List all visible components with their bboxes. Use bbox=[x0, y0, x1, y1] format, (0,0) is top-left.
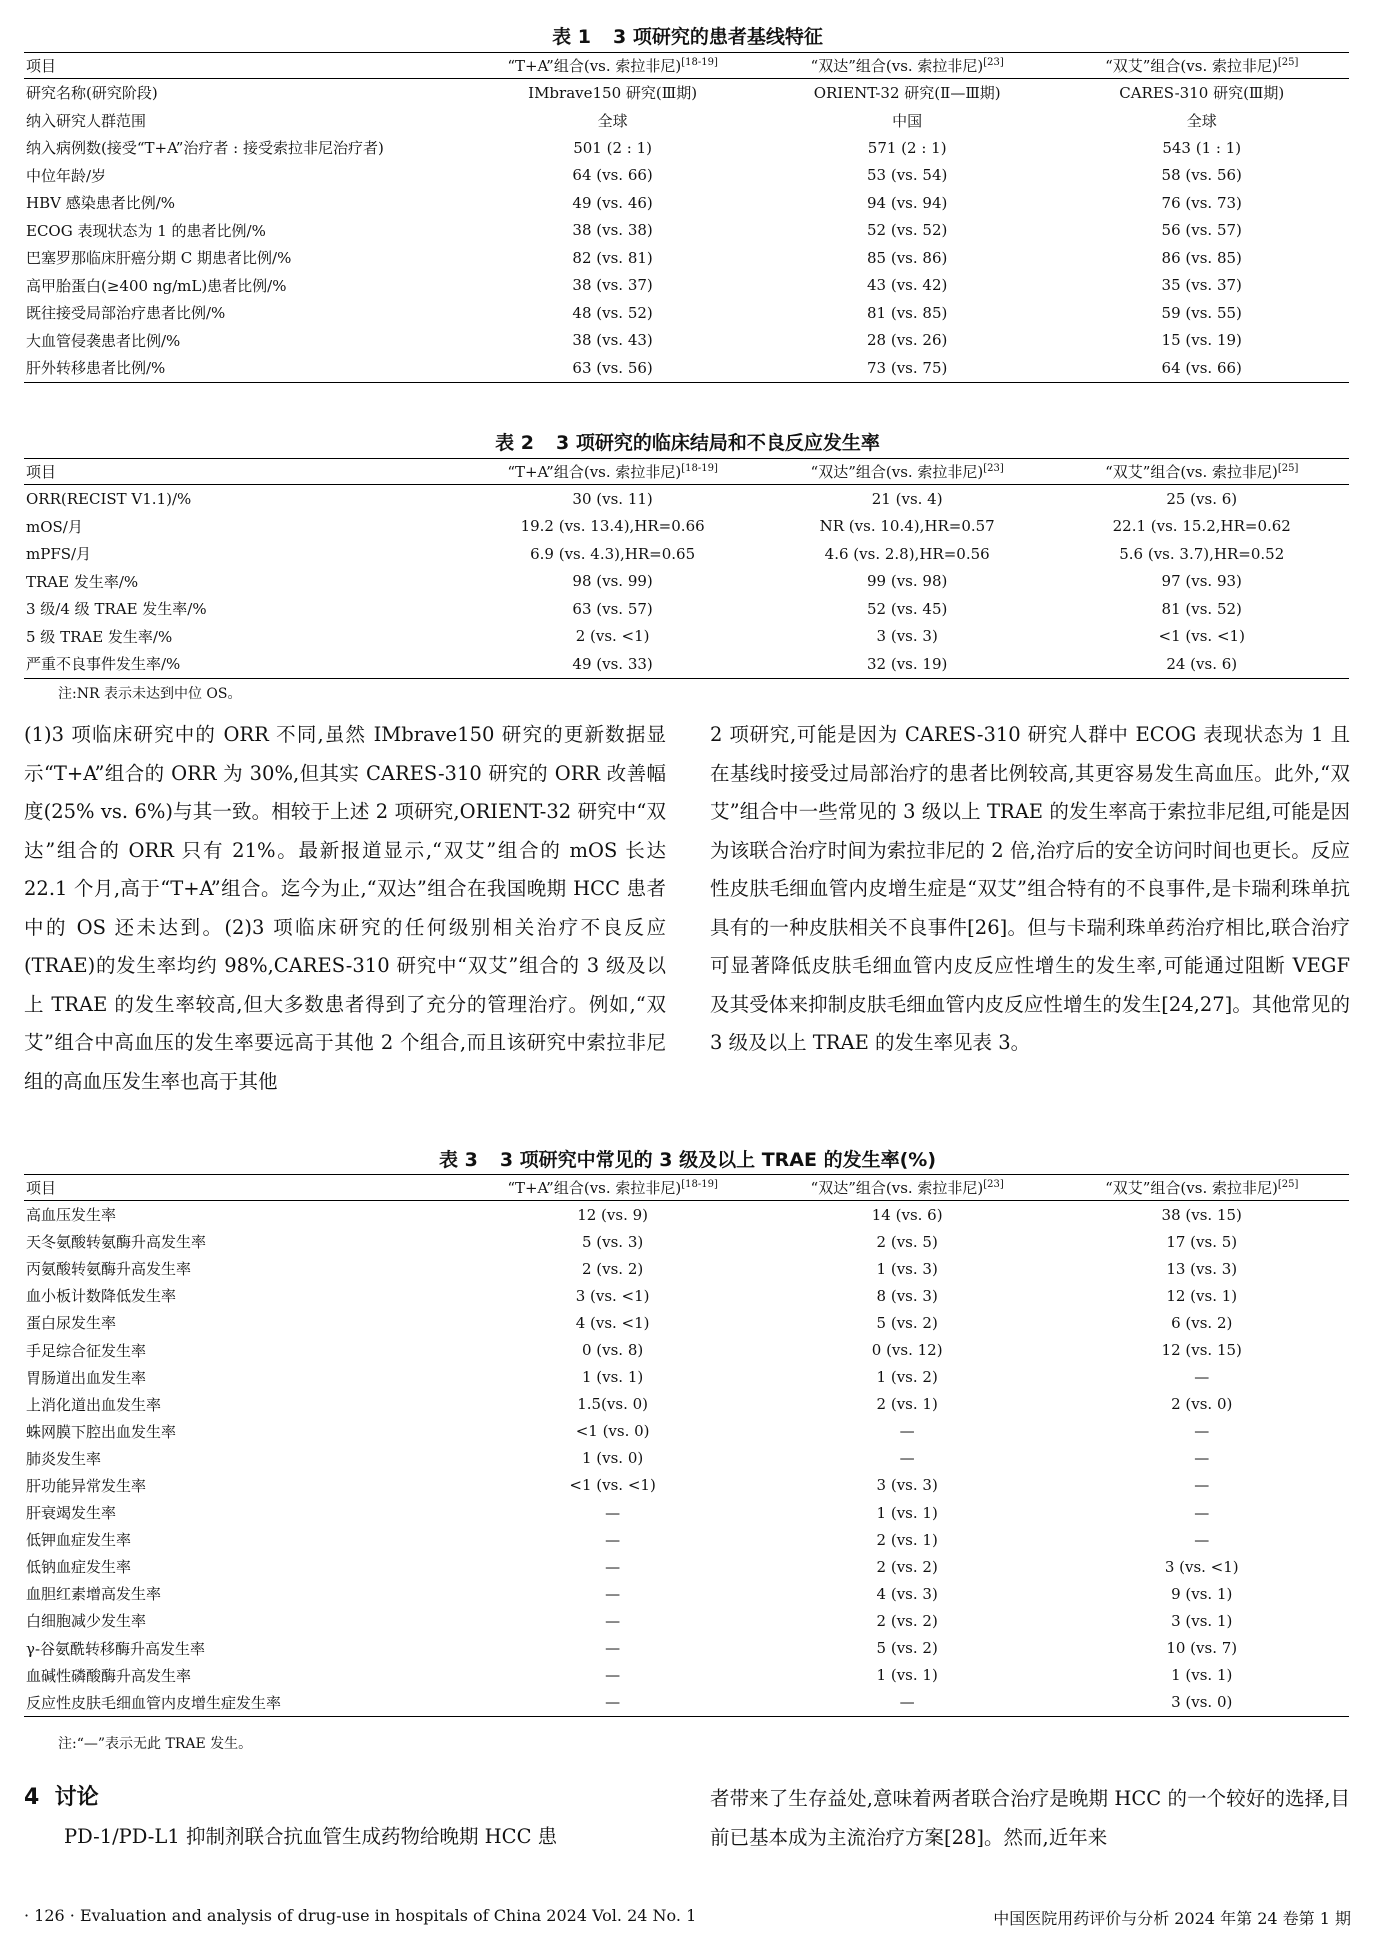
table-cell: 38 (vs. 43) bbox=[572, 331, 653, 350]
table-row bbox=[24, 568, 1349, 596]
table-cell: — bbox=[605, 1503, 621, 1522]
table1-header-cell: “T+A”组合(vs. 索拉非尼)[18-19] bbox=[507, 57, 718, 75]
table-cell: 97 (vs. 93) bbox=[1161, 572, 1242, 591]
table-row bbox=[24, 540, 1349, 568]
table-row bbox=[24, 1472, 1349, 1499]
row-label: 纳入研究人群范围 bbox=[26, 111, 147, 130]
table3-header-cell: “T+A”组合(vs. 索拉非尼)[18-19] bbox=[507, 1179, 718, 1197]
row-label: 高甲胎蛋白(≥400 ng/mL)患者比例/% bbox=[26, 276, 287, 295]
table-cell: NR (vs. 10.4),HR=0.57 bbox=[819, 517, 995, 536]
table-cell: 22.1 (vs. 15.2,HR=0.62 bbox=[1112, 517, 1291, 536]
table-cell: 4.6 (vs. 2.8),HR=0.56 bbox=[824, 544, 990, 563]
table-cell: 2 (vs. 0) bbox=[1171, 1395, 1233, 1414]
table-cell: 38 (vs. 37) bbox=[572, 276, 653, 295]
row-label: 研究名称(研究阶段) bbox=[26, 84, 158, 103]
table-row bbox=[24, 299, 1349, 327]
table1 bbox=[24, 52, 1349, 383]
table-row bbox=[24, 1364, 1349, 1391]
table-cell: 56 (vs. 57) bbox=[1161, 221, 1242, 240]
table-row bbox=[24, 79, 1349, 107]
table2-header-cell: “T+A”组合(vs. 索拉非尼)[18-19] bbox=[507, 463, 718, 481]
row-label: 反应性皮肤毛细血管内皮增生症发生率 bbox=[26, 1693, 282, 1712]
table-row bbox=[24, 1635, 1349, 1662]
citation-ref: [25] bbox=[1277, 463, 1299, 474]
table-cell: 2 (vs. 2) bbox=[581, 1259, 644, 1278]
table-cell: 17 (vs. 5) bbox=[1166, 1232, 1238, 1251]
table-cell: 86 (vs. 85) bbox=[1161, 248, 1242, 267]
table-cell: — bbox=[1194, 1422, 1210, 1441]
section-title: 讨论 bbox=[54, 1785, 99, 1810]
row-label: 白细胞减少发生率 bbox=[26, 1612, 147, 1631]
table-cell: — bbox=[605, 1639, 621, 1658]
table2-header-cell: “双艾”组合(vs. 索拉非尼)[25] bbox=[1105, 463, 1299, 481]
table-cell: 28 (vs. 26) bbox=[866, 331, 948, 350]
row-label: 中位年龄/岁 bbox=[26, 166, 107, 185]
table-cell: 76 (vs. 73) bbox=[1161, 193, 1242, 212]
row-label: mPFS/月 bbox=[26, 545, 92, 564]
table-cell: 3 (vs. <1) bbox=[1164, 1557, 1239, 1576]
table-cell: 85 (vs. 86) bbox=[866, 248, 948, 267]
table-cell: 38 (vs. 15) bbox=[1161, 1205, 1242, 1224]
table-row bbox=[24, 1499, 1349, 1526]
table-row bbox=[24, 513, 1349, 541]
table-cell: 81 (vs. 52) bbox=[1161, 599, 1242, 618]
table-cell: — bbox=[899, 1449, 915, 1468]
table-cell: 9 (vs. 1) bbox=[1171, 1584, 1233, 1603]
table-row bbox=[24, 1418, 1349, 1445]
table-cell: 2 (vs. 5) bbox=[876, 1232, 938, 1251]
citation-ref: [25] bbox=[1277, 57, 1299, 68]
table3-caption bbox=[0, 1145, 1375, 1172]
table3-header-cell: “双达”组合(vs. 索拉非尼)[23] bbox=[810, 1179, 1004, 1197]
table-cell: 571 (2 : 1) bbox=[867, 138, 947, 157]
row-label: 天冬氨酸转氨酶升高发生率 bbox=[26, 1233, 207, 1252]
row-label: 肝衰竭发生率 bbox=[26, 1504, 117, 1523]
table3-caption-text: 3 项研究中常见的 3 级及以上 TRAE 的发生率(%) bbox=[499, 1149, 937, 1171]
table-row bbox=[24, 650, 1349, 678]
table-cell: 2 (vs. 1) bbox=[876, 1395, 938, 1414]
row-label: 血小板计数降低发生率 bbox=[26, 1287, 177, 1306]
table-cell: 12 (vs. 1) bbox=[1166, 1286, 1238, 1305]
discussion-left bbox=[24, 1818, 666, 1857]
table-cell: 64 (vs. 66) bbox=[1161, 358, 1242, 377]
table-cell: 1 (vs. 1) bbox=[1171, 1666, 1233, 1685]
table-row bbox=[24, 1526, 1349, 1553]
table-cell: 48 (vs. 52) bbox=[572, 303, 653, 322]
row-label: 纳入病例数(接受“T+A”治疗者 : 接受索拉非尼治疗者) bbox=[26, 139, 384, 158]
table-row bbox=[24, 1255, 1349, 1282]
table-cell: 1 (vs. 1) bbox=[876, 1666, 938, 1685]
table3-header-cell: “双艾”组合(vs. 索拉非尼)[25] bbox=[1105, 1179, 1299, 1197]
table-cell: 19.2 (vs. 13.4),HR=0.66 bbox=[520, 517, 705, 536]
table-cell: 501 (2 : 1) bbox=[573, 138, 652, 157]
table-cell: — bbox=[605, 1557, 621, 1576]
table-cell: 52 (vs. 45) bbox=[866, 599, 948, 618]
table-row bbox=[24, 217, 1349, 245]
table2-caption-number: 表 2 bbox=[495, 432, 534, 454]
table-cell: 73 (vs. 75) bbox=[866, 358, 948, 377]
table1-header-cell: “双艾”组合(vs. 索拉非尼)[25] bbox=[1105, 57, 1299, 75]
table-row bbox=[24, 244, 1349, 272]
table-cell: 53 (vs. 54) bbox=[866, 166, 948, 185]
table-cell: 59 (vs. 55) bbox=[1161, 303, 1242, 322]
body-left-column bbox=[24, 716, 666, 1101]
table3-header-cell: 项目 bbox=[26, 1179, 57, 1197]
table-cell: 81 (vs. 85) bbox=[866, 303, 948, 322]
table-row bbox=[24, 272, 1349, 300]
citation-ref: [18-19] bbox=[681, 57, 718, 68]
table-row bbox=[24, 595, 1349, 623]
table-row bbox=[24, 1282, 1349, 1309]
table-cell: 13 (vs. 3) bbox=[1166, 1259, 1238, 1278]
table-cell: 49 (vs. 46) bbox=[572, 193, 653, 212]
table2-note: 注:NR 表示未达到中位 OS。 bbox=[58, 686, 242, 702]
row-label: 上消化道出血发生率 bbox=[26, 1395, 162, 1414]
table-cell: — bbox=[1194, 1476, 1210, 1495]
table-cell: 58 (vs. 56) bbox=[1161, 166, 1242, 185]
table-cell: 3 (vs. <1) bbox=[575, 1286, 650, 1305]
table-cell: 15 (vs. 19) bbox=[1161, 331, 1242, 350]
row-label: TRAE 发生率/% bbox=[26, 572, 139, 591]
table-row bbox=[24, 1201, 1349, 1228]
table-cell: 5.6 (vs. 3.7),HR=0.52 bbox=[1119, 544, 1285, 563]
table-cell: 12 (vs. 9) bbox=[577, 1205, 649, 1224]
table-cell: 4 (vs. <1) bbox=[575, 1313, 650, 1332]
table1-header-cell: 项目 bbox=[26, 57, 57, 75]
table-cell: 49 (vs. 33) bbox=[572, 654, 653, 673]
citation-ref: [18-19] bbox=[681, 463, 718, 474]
table-cell: 38 (vs. 38) bbox=[572, 221, 653, 240]
table-cell: CARES-310 研究(Ⅲ期) bbox=[1119, 84, 1285, 103]
row-label: mOS/月 bbox=[26, 517, 83, 536]
table-cell: 全球 bbox=[597, 111, 628, 130]
row-label: 严重不良事件发生率/% bbox=[26, 655, 181, 674]
table-row bbox=[24, 1662, 1349, 1689]
row-label: 巴塞罗那临床肝癌分期 C 期患者比例/% bbox=[26, 249, 292, 268]
body-right-column bbox=[710, 716, 1350, 1063]
table-cell: — bbox=[605, 1584, 621, 1603]
table-cell: 24 (vs. 6) bbox=[1166, 654, 1238, 673]
table-cell: — bbox=[605, 1666, 621, 1685]
table-cell: 10 (vs. 7) bbox=[1166, 1639, 1238, 1658]
table-cell: 64 (vs. 66) bbox=[572, 166, 653, 185]
table-cell: 99 (vs. 98) bbox=[866, 572, 948, 591]
table-cell: 3 (vs. 3) bbox=[876, 1476, 938, 1495]
table-cell: 1 (vs. 1) bbox=[581, 1368, 644, 1387]
table2-caption bbox=[0, 428, 1375, 455]
table-cell: 2 (vs. 1) bbox=[876, 1530, 938, 1549]
table-row bbox=[24, 1445, 1349, 1472]
table-cell: <1 (vs. <1) bbox=[1158, 627, 1245, 646]
table-cell: 82 (vs. 81) bbox=[572, 248, 653, 267]
table-cell: — bbox=[899, 1422, 915, 1441]
row-label: ORR(RECIST V1.1)/% bbox=[26, 489, 192, 508]
table-cell: 14 (vs. 6) bbox=[871, 1205, 943, 1224]
table3-note: 注:“—”表示无此 TRAE 发生。 bbox=[58, 1736, 253, 1752]
table3 bbox=[24, 1174, 1349, 1717]
discussion-right-paragraph: 者带来了生存益处,意味着两者联合治疗是晚期 HCC 的一个较好的选择,目前已基本成为主流治疗方案[28]。然而,近年来 bbox=[710, 1787, 1350, 1849]
row-label: 蛋白尿发生率 bbox=[26, 1314, 117, 1333]
table-cell: 63 (vs. 57) bbox=[572, 599, 653, 618]
table-cell: 30 (vs. 11) bbox=[572, 489, 653, 508]
discussion-right bbox=[710, 1780, 1350, 1857]
row-label: 胃肠道出血发生率 bbox=[26, 1368, 147, 1387]
table-cell: 3 (vs. 1) bbox=[1171, 1611, 1233, 1630]
row-label: 血碱性磷酸酶升高发生率 bbox=[26, 1666, 192, 1685]
row-label: 肺炎发生率 bbox=[26, 1449, 102, 1468]
row-label: HBV 感染患者比例/% bbox=[26, 194, 176, 213]
table2-header-row bbox=[24, 459, 1349, 485]
body-right-paragraph: 2 项研究,可能是因为 CARES-310 研究人群中 ECOG 表现状态为 1 且在基线时接受过局部治疗的患者比例较高,其更容易发生高血压。此外,“双艾”组合中一些常见的 3 级以上 TRAE 的发生率高于索拉非尼组,可能是因为该联合治疗时间为索拉非尼的 2 倍,治疗后的安全访问时间也更长。反应性皮肤毛细血管内皮增生症是“双艾”组合特有的不良事件,是卡瑞利珠单抗具有的一种皮肤相关不良事件[26]。但与卡瑞利珠单药治疗相比,联合治疗可显著降低皮肤毛细血管内皮反应性增生的发生率,可能通过阻断 VEGF 及其受体来抑制皮肤毛细血管内皮反应性增生的发生[24,27]。其他常见的 3 级及以上 TRAE 的发生率见表 3。 bbox=[710, 723, 1350, 1054]
section-number: 4 bbox=[24, 1785, 40, 1810]
table1-header-row bbox=[24, 53, 1349, 79]
citation-ref: [25] bbox=[1277, 1179, 1299, 1190]
table-cell: 全球 bbox=[1186, 111, 1217, 130]
row-label: 大血管侵袭患者比例/% bbox=[26, 331, 181, 350]
table-cell: — bbox=[605, 1611, 621, 1630]
body-left-paragraph: (1)3 项临床研究中的 ORR 不同,虽然 IMbrave150 研究的更新数据显示“T+A”组合的 ORR 为 30%,但其实 CARES-310 研究的 ORR 改善幅度(25% vs. 6%)与其一致。相较于上述 2 项研究,ORIENT-32 研究中“双达”组合的 ORR 只有 21%。最新报道显示,“双艾”组合的 mOS 长达 22.1 个月,高于“T+A”组合。迄今为止,“双达”组合在我国晚期 HCC 患者中的 OS 还未达到。(2)3 项临床研究的任何级别相关治疗不良反应(TRAE)的发生率均约 98%,CARES-310 研究中“双艾”组合的 3 级及以上 TRAE 的发生率较高,但大多数患者得到了充分的管理治疗。例如,“双艾”组合中高血压的发生率要远高于其他 2 个组合,而且该研究中索拉非尼组的高血压发生率也高于其他 bbox=[24, 723, 666, 1093]
table-row bbox=[24, 1336, 1349, 1363]
table-row bbox=[24, 623, 1349, 651]
table-cell: — bbox=[899, 1693, 915, 1712]
table-cell: 94 (vs. 94) bbox=[866, 193, 948, 212]
row-label: γ-谷氨酰转移酶升高发生率 bbox=[26, 1639, 206, 1658]
table2 bbox=[24, 458, 1349, 679]
table-cell: 5 (vs. 2) bbox=[876, 1313, 938, 1332]
table-cell: 6 (vs. 2) bbox=[1171, 1313, 1233, 1332]
table-cell: 1 (vs. 3) bbox=[876, 1259, 938, 1278]
citation-ref: [23] bbox=[983, 57, 1004, 68]
table-cell: — bbox=[1194, 1368, 1210, 1387]
row-label: 肝外转移患者比例/% bbox=[26, 359, 166, 378]
table-cell: 6.9 (vs. 4.3),HR=0.65 bbox=[530, 544, 696, 563]
table-cell: 0 (vs. 8) bbox=[581, 1341, 644, 1360]
table-cell: 1.5(vs. 0) bbox=[577, 1395, 649, 1414]
table3-header-row bbox=[24, 1175, 1349, 1201]
citation-ref: [23] bbox=[983, 463, 1004, 474]
table-row bbox=[24, 162, 1349, 190]
table-cell: 5 (vs. 2) bbox=[876, 1639, 938, 1658]
row-label: 5 级 TRAE 发生率/% bbox=[26, 627, 173, 646]
table-cell: 21 (vs. 4) bbox=[871, 489, 943, 508]
table2-header-cell: “双达”组合(vs. 索拉非尼)[23] bbox=[810, 463, 1004, 481]
row-label: 丙氨酸转氨酶升高发生率 bbox=[26, 1260, 192, 1279]
table-cell: 543 (1 : 1) bbox=[1162, 138, 1242, 157]
table1-caption bbox=[0, 22, 1375, 49]
table-cell: 0 (vs. 12) bbox=[871, 1341, 943, 1360]
discussion-left-paragraph: PD-1/PD-L1 抑制剂联合抗血管生成药物给晚期 HCC 患 bbox=[64, 1825, 558, 1848]
table3-caption-number: 表 3 bbox=[438, 1149, 478, 1171]
table-cell: 4 (vs. 3) bbox=[876, 1584, 938, 1603]
row-label: 低钾血症发生率 bbox=[26, 1531, 132, 1550]
row-label: ECOG 表现状态为 1 的患者比例/% bbox=[26, 221, 266, 240]
table-row bbox=[24, 1607, 1349, 1634]
table-cell: 2 (vs. 2) bbox=[876, 1611, 938, 1630]
table-cell: 1 (vs. 1) bbox=[876, 1503, 938, 1522]
table-cell: <1 (vs. 0) bbox=[575, 1422, 650, 1441]
citation-ref: [23] bbox=[983, 1179, 1004, 1190]
table-cell: 98 (vs. 99) bbox=[572, 572, 653, 591]
table-cell: 52 (vs. 52) bbox=[866, 221, 948, 240]
table-cell: 35 (vs. 37) bbox=[1161, 276, 1242, 295]
citation-ref: [18-19] bbox=[681, 1179, 718, 1190]
footer-left: · 126 · Evaluation and analysis of drug-use in hospitals of China 2024 Vol. 24 No. 1 bbox=[24, 1906, 697, 1925]
table-cell: — bbox=[1194, 1449, 1210, 1468]
row-label: 手足综合征发生率 bbox=[26, 1341, 147, 1360]
table-cell: — bbox=[1194, 1530, 1210, 1549]
table-cell: 1 (vs. 0) bbox=[581, 1449, 644, 1468]
row-label: 既往接受局部治疗患者比例/% bbox=[26, 304, 226, 323]
row-label: 低钠血症发生率 bbox=[26, 1558, 132, 1577]
table-cell: 5 (vs. 3) bbox=[581, 1232, 644, 1251]
table-cell: IMbrave150 研究(Ⅲ期) bbox=[528, 84, 698, 103]
table1-caption-number: 表 1 bbox=[552, 26, 591, 48]
table-cell: 32 (vs. 19) bbox=[866, 654, 948, 673]
table-cell: 2 (vs. <1) bbox=[575, 627, 650, 646]
row-label: 血胆红素增高发生率 bbox=[26, 1585, 162, 1604]
table-cell: 3 (vs. 0) bbox=[1171, 1693, 1233, 1712]
table-cell: 25 (vs. 6) bbox=[1166, 489, 1238, 508]
table-row bbox=[24, 1580, 1349, 1607]
table-row bbox=[24, 1553, 1349, 1580]
table-row bbox=[24, 1309, 1349, 1336]
table-row bbox=[24, 107, 1349, 135]
footer-right: 中国医院用药评价与分析 2024 年第 24 卷第 1 期 bbox=[993, 1909, 1351, 1928]
table-cell: 2 (vs. 2) bbox=[876, 1557, 938, 1576]
row-label: 高血压发生率 bbox=[26, 1206, 117, 1225]
table-row bbox=[24, 354, 1349, 382]
table-cell: ORIENT-32 研究(Ⅱ—Ⅲ期) bbox=[813, 84, 1001, 103]
table-cell: — bbox=[605, 1693, 621, 1712]
row-label: 蛛网膜下腔出血发生率 bbox=[26, 1422, 177, 1441]
section-heading bbox=[24, 1780, 99, 1811]
table-cell: 12 (vs. 15) bbox=[1161, 1341, 1242, 1360]
table-cell: — bbox=[1194, 1503, 1210, 1522]
row-label: 肝功能异常发生率 bbox=[26, 1476, 147, 1495]
table-row bbox=[24, 189, 1349, 217]
table-cell: 3 (vs. 3) bbox=[876, 627, 938, 646]
row-label: 3 级/4 级 TRAE 发生率/% bbox=[26, 600, 207, 619]
table-cell: 63 (vs. 56) bbox=[572, 358, 653, 377]
table2-header-cell: 项目 bbox=[26, 463, 57, 481]
table-row bbox=[24, 485, 1349, 513]
table-row bbox=[24, 327, 1349, 355]
table-row bbox=[24, 1689, 1349, 1716]
table1-caption-text: 3 项研究的患者基线特征 bbox=[613, 26, 823, 48]
table-cell: <1 (vs. <1) bbox=[569, 1476, 656, 1495]
table-cell: 8 (vs. 3) bbox=[876, 1286, 938, 1305]
table-cell: 1 (vs. 2) bbox=[876, 1368, 938, 1387]
table-cell: — bbox=[605, 1530, 621, 1549]
table-row bbox=[24, 1391, 1349, 1418]
table1-header-cell: “双达”组合(vs. 索拉非尼)[23] bbox=[810, 57, 1004, 75]
table-row bbox=[24, 1228, 1349, 1255]
table-row bbox=[24, 134, 1349, 162]
table-cell: 中国 bbox=[892, 111, 923, 130]
table2-caption-text: 3 项研究的临床结局和不良反应发生率 bbox=[556, 432, 880, 454]
table-cell: 43 (vs. 42) bbox=[866, 276, 948, 295]
